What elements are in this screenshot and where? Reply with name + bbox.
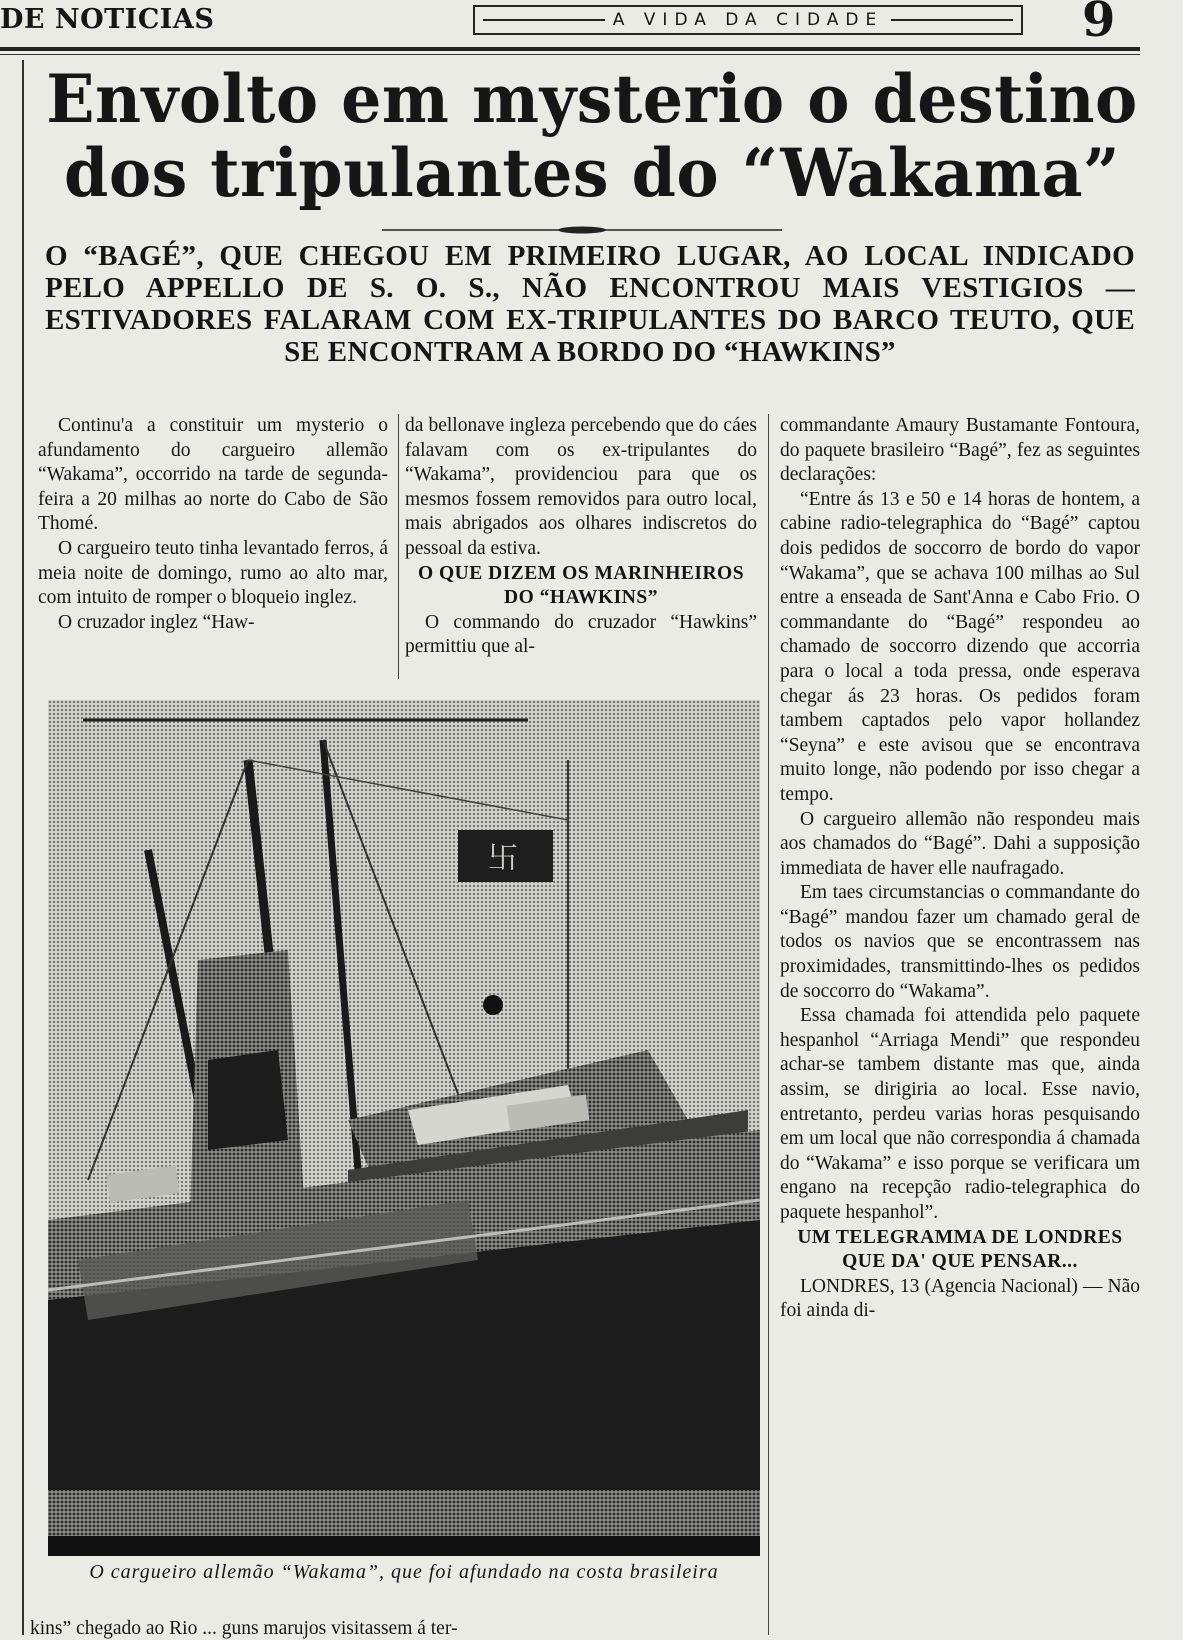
column-subheading: UM TELEGRAMMA DE LONDRES QUE DA' QUE PENSAR...	[797, 1226, 1123, 1273]
paragraph: Continu'a a constituir um mysterio o afundamento do cargueiro allemão “Wakama”, occorrido na tarde de segunda-feira a 20 milhas ao norte do Cabo de São Thomé.	[38, 415, 388, 535]
column-rule-2	[768, 414, 769, 1635]
headline-line-2: dos tripulantes do “Wakama”	[64, 134, 1120, 212]
paragraph: O cruzador inglez “Haw-	[58, 611, 255, 633]
paragraph: Essa chamada foi attendida pelo paquete hespanhol “Arriaga Mendi” que respondeu achar-se tambem distante mas que, ainda assim, se dirigiria ao local. Esse navio, entretanto, perdeu varias horas pesquisando em um local que não correspondia á chamada do “Wakama” e isso porque se verificara um engano na recepção radio-telegraphica do paquete hespanhol”.	[780, 1005, 1140, 1223]
cutoff-text-line: kins” chegado ao Rio ... guns marujos visitassem á ter-	[30, 1618, 458, 1639]
article-column-2	[405, 414, 757, 660]
top-rule-thin	[0, 54, 1140, 55]
paragraph: O commando do cruzador “Hawkins” permittiu que al-	[405, 611, 757, 658]
paragraph: da bellonave ingleza percebendo que do cáes falavam com os ex-tripulantes do “Wakama”, providenciou para que os mesmos fossem removidos para outro local, mais abrigados aos olhares indiscretos do pessoal da estiva.	[405, 415, 757, 559]
banner-title: A VIDA DA CIDADE	[612, 10, 884, 30]
paragraph: O cargueiro teuto tinha levantado ferros, á meia noite de domingo, rumo ao alto mar, com intuito de romper o bloqueio inglez.	[38, 537, 388, 609]
column-subheading: O QUE DIZEM OS MARINHEIROS DO “HAWKINS”	[417, 562, 745, 609]
banner-rule-left	[483, 19, 605, 21]
paragraph: Em taes circumstancias o commandante do “Bagé” mandou fazer um chamado geral de todos os navios que se encontrassem nas proximidades, transmittindo-lhes os pedidos de soccorro do “Wakama”.	[780, 882, 1140, 1002]
headline-line-1: Envolto em mysterio o destino	[46, 60, 1138, 138]
column-rule-1	[398, 414, 399, 679]
subheadline: O “BAGÉ”, QUE CHEGOU EM PRIMEIRO LUGAR, AO LOCAL INDICADO PELO APPELLO DE S. O. S., NÃO ENCONTROU MAIS VESTIGIOS — ESTIVADORES FALARAM COM EX-TRIPULANTES DO BARCO TEUTO, QUE SE ENCONTRAM A BORDO DO “HAWKINS”	[45, 240, 1135, 368]
section-banner	[473, 5, 1023, 35]
headline	[45, 62, 1139, 210]
adjacent-column-edge	[0, 60, 24, 1635]
photo-caption: O cargueiro allemão “Wakama”, que foi afundado na costa brasileira	[89, 1561, 719, 1583]
banner-rule-right	[891, 19, 1013, 21]
paragraph: O cargueiro allemão não respondeu mais aos chamados do “Bagé”. Dahi a supposição immediata de haver elle naufragado.	[780, 808, 1140, 879]
section-name: DE NOTICIAS	[0, 4, 215, 35]
ship-photo	[48, 700, 760, 1556]
article-column-3	[780, 414, 1140, 1324]
headline-separator	[382, 226, 782, 234]
top-rule	[0, 47, 1140, 51]
article-column-1	[38, 414, 388, 635]
page-number: 9	[1082, 0, 1116, 48]
paragraph: LONDRES, 13 (Agencia Nacional) — Não foi ainda di-	[780, 1275, 1140, 1322]
svg-text:卐: 卐	[488, 841, 518, 876]
paragraph: commandante Amaury Bustamante Fontoura, do paquete brasileiro “Bagé”, fez as seguintes declarações:	[780, 415, 1140, 486]
paragraph: “Entre ás 13 e 50 e 14 horas de hontem, a cabine radio-telegraphica do “Bagé” captou dois pedidos de soccorro de bordo do vapor “Wakama”, que se achava 100 milhas ao Sul entre a enseada de Sant'Anna e Cabo Frio. O commandante do “Bagé” respondeu ao chamado de soccorro dizendo que accorria para o local a toda pressa, onde esperava chegar ás 23 horas. Os pedidos foram tambem captados pelo vapor hollandez “Seyna” e este avisou que se encontrava muito longe, não podendo por isso chegar a tempo.	[780, 488, 1140, 805]
